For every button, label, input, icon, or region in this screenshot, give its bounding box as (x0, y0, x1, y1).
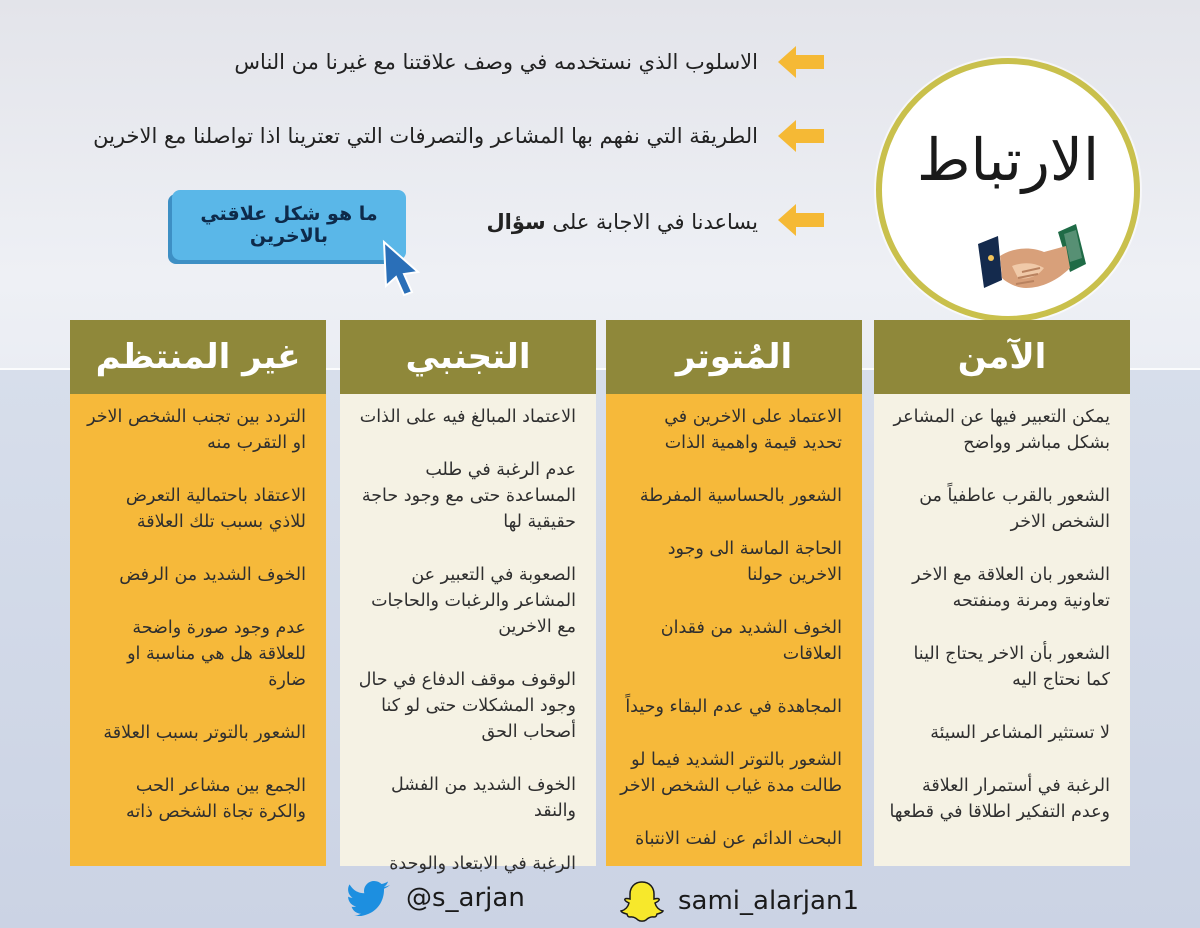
list-item: الاعتماد المبالغ فيه على الذات (359, 407, 576, 427)
intro-line-3-bold: سؤال (486, 210, 546, 234)
title-badge (876, 58, 1140, 322)
list-item: الوقوف موقف الدفاع في حال وجود المشكلات حتى لو كنا أصحاب الحق (358, 670, 576, 742)
list-item: الشعور بأن الاخر يحتاج الينا كما نحتاج اليه (913, 644, 1110, 690)
column-body (70, 394, 326, 866)
list-item: الشعور بالحساسية المفرطة (639, 486, 842, 506)
list-item: الشعور بالتوتر الشديد فيما لو طالت مدة غياب الشخص الاخر (620, 750, 842, 796)
list-item: البحث الدائم عن لفت الانتباة (635, 829, 842, 849)
column-title: غير المنتظم (70, 320, 326, 394)
list-item: الخوف الشديد من الفشل والنقد (390, 775, 576, 821)
twitter-handle: @s_arjan (406, 883, 525, 913)
list-item: الخوف الشديد من الرفض (119, 565, 306, 585)
column-title: المُتوتر (606, 320, 862, 394)
question-button[interactable]: ما هو شكل علاقتي بالاخرين (172, 190, 406, 260)
list-item: التردد بين تجنب الشخص الاخر او التقرب منه (87, 407, 306, 453)
list-item: الشعور بالقرب عاطفياً من الشخص الاخر (919, 486, 1110, 532)
list-item: عدم الرغبة في طلب المساعدة حتى مع وجود حاجة حقيقية لها (361, 460, 576, 532)
snapchat-handle: sami_alarjan1 (678, 886, 859, 916)
arrow-left-icon (776, 118, 826, 154)
column-disorganized (70, 320, 326, 866)
list-item: المجاهدة في عدم البقاء وحيداً (625, 697, 842, 717)
column-secure (874, 320, 1130, 866)
list-item: الشعور بالتوتر بسبب العلاقة (103, 723, 306, 743)
list-item: الرغبة في الابتعاد والوحدة (389, 854, 576, 874)
column-anxious (606, 320, 862, 866)
column-title: التجنبي (340, 320, 596, 394)
cursor-icon (380, 238, 422, 298)
list-item: الرغبة في أستمرار العلاقة وعدم التفكير اطلاقا في قطعها (889, 776, 1110, 822)
intro-line-3-prefix: يساعدنا في الاجابة على (552, 210, 758, 234)
badge-title: الارتباط (916, 126, 1100, 194)
intro-line-1: الاسلوب الذي نستخدمه في وصف علاقتنا مع غيرنا من الناس (234, 50, 758, 74)
list-item: يمكن التعبير فيها عن المشاعر بشكل مباشر وواضح (893, 407, 1110, 453)
list-item: عدم وجود صورة واضحة للعلاقة هل هي مناسبة او ضارة (127, 618, 306, 690)
snapchat-link[interactable] (620, 880, 859, 922)
twitter-link[interactable] (348, 880, 525, 916)
list-item: لا تستثير المشاعر السيئة (930, 723, 1110, 743)
list-item: الخوف الشديد من فقدان العلاقات (660, 618, 842, 664)
list-item: الاعتماد على الاخرين في تحديد قيمة واهمية الذات (664, 407, 842, 453)
list-item: الحاجة الماسة الى وجود الاخرين حولنا (667, 539, 842, 585)
list-item: الصعوبة في التعبير عن المشاعر والرغبات والحاجات مع الاخرين (371, 565, 576, 637)
column-avoidant (340, 320, 596, 874)
list-item: الاعتقاد باحتمالية التعرض للاذي بسبب تلك العلاقة (125, 486, 306, 532)
column-body (874, 394, 1130, 866)
arrow-left-icon (776, 44, 826, 80)
column-body (340, 394, 596, 874)
arrow-left-icon (776, 202, 826, 238)
column-title: الآمن (874, 320, 1130, 394)
list-item: الجمع بين مشاعر الحب والكرة تجاة الشخص ذاته (126, 776, 306, 822)
snapchat-icon (620, 880, 664, 922)
intro-line-2: الطريقة التي نفهم بها المشاعر والتصرفات التي تعترينا اذا تواصلنا مع الاخرين (93, 124, 758, 148)
twitter-icon (348, 880, 392, 916)
handshake-icon (972, 222, 1092, 304)
list-item: الشعور بان العلاقة مع الاخر تعاونية ومرنة ومنفتحه (912, 565, 1110, 611)
column-body (606, 394, 862, 866)
intro-line-3 (418, 206, 758, 238)
